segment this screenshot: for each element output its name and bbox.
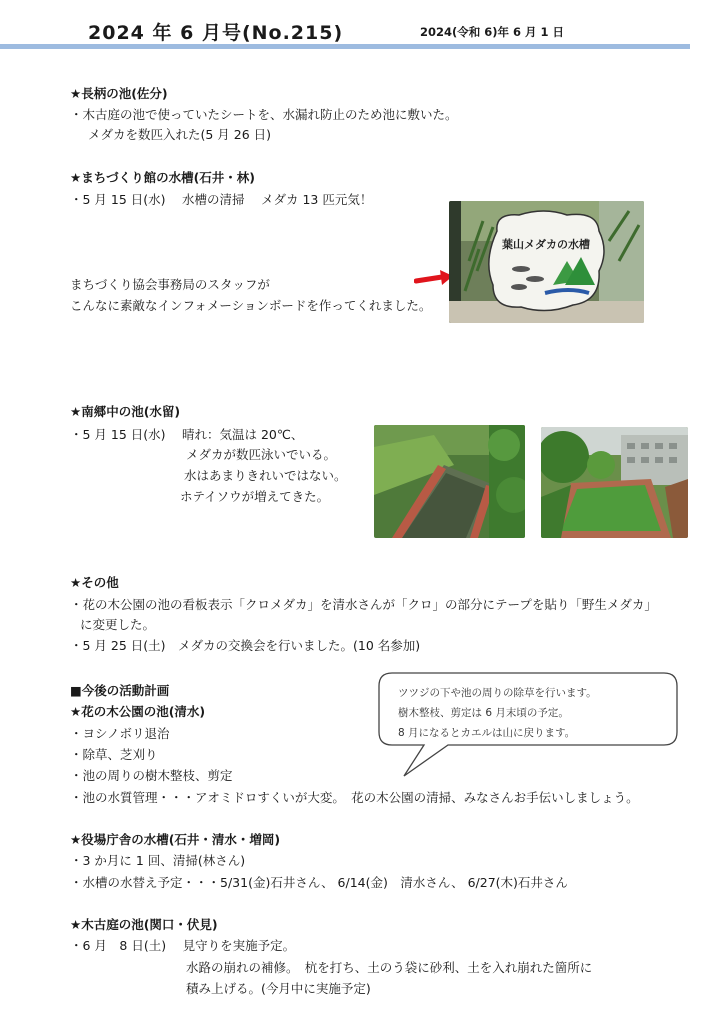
machizukuri-caption-1: まちづくり協会事務局のスタッフが [70,277,270,292]
board-label: 葉山メダカの水槽 [502,238,590,251]
section-heading-kikoniwa: ★木古庭の池(関口・伏見) [70,917,218,932]
yakuba-line-1: ・3 か月に 1 回、清掃(林さん) [70,853,246,868]
nagae-line-2: メダカを数匹入れた(5 月 26 日) [88,127,272,142]
other-line-3: ・5 月 25 日(土) メダカの交換会を行いました。(10 名参加) [70,638,421,653]
other-line-2: に変更した。 [80,617,156,632]
header-divider [0,44,690,49]
nango-line-3: 水はあまりきれいではない。 [184,468,347,483]
nango-line-4: ホテイソウが増えてきた。 [180,489,330,504]
section-heading-machizukuri: ★まちづくり館の水槽(石井・林) [70,170,256,185]
section-heading-nango: ★南郷中の池(水留) [70,404,181,419]
info-board-photo [449,201,644,323]
newsletter-title: 2024 年 6 月号(No.215) [88,22,344,44]
nango-line-2: メダカが数匹泳いでいる。 [186,447,337,462]
issue-date: 2024(令和 6)年 6 月 1 日 [420,25,565,39]
nagae-line-1: ・木古庭の池で使っていたシートを、水漏れ防止のため池に敷いた。 [70,107,458,122]
plan-item: ・除草、芝刈り [70,747,158,762]
bubble-line: ツツジの下や池の周りの除草を行います。 [398,687,597,699]
kikoniwa-line-1: ・6 月 8 日(土) 見守りを実施予定。 [70,938,296,953]
red-arrow-icon [414,268,454,290]
other-line-1: ・花の木公園の池の看板表示「クロメダカ」を清水さんが「クロ」の部分にテープを貼り「野生メダカ」 [70,597,657,612]
pond-photo-1 [374,425,525,538]
kikoniwa-line-2: 水路の崩れの補修。 杭を打ち、土のう袋に砂利、土を入れ崩れた箇所に [186,960,593,975]
section-heading-other: ★その他 [70,575,119,590]
nango-line-1: ・5 月 15 日(水) 晴れ：気温は 20℃、 [70,427,304,442]
section-heading-yakuba: ★役場庁舎の水槽(石井・清水・増岡) [70,832,281,847]
plan-item: ・池の周りの樹木整枝、剪定 [70,768,233,783]
pond-photo-2 [541,427,688,538]
kikoniwa-line-3: 積み上げる。(今月中に実施予定) [186,981,371,996]
section-heading-plan: ■今後の活動計画 [70,683,170,698]
speech-bubble [378,672,678,780]
yakuba-line-2: ・水槽の水替え予定・・・5/31(金)石井さん、 6/14(金) 清水さん、 6/27(木)石井さん [70,875,568,890]
plan-item: ・池の水質管理・・・アオミドロすくいが大変。 花の木公園の清掃、みなさんお手伝いしましょう。 [70,790,639,805]
machizukuri-caption-2: こんなに素敵なインフォメーションボードを作ってくれました。 [70,298,432,313]
plan-item: ・ヨシノボリ退治 [70,726,170,741]
plan-subheading: ★花の木公園の池(清水) [70,704,206,719]
bubble-line: 樹木整枝、剪定は 6 月末頃の予定。 [398,707,569,719]
machizukuri-line-1: ・5 月 15 日(水) 水槽の清掃 メダカ 13 匹元気！ [70,192,373,207]
section-heading-nagae: ★長柄の池(佐分) [70,86,168,101]
bubble-line: 8 月になるとカエルは山に戻ります。 [398,727,576,739]
